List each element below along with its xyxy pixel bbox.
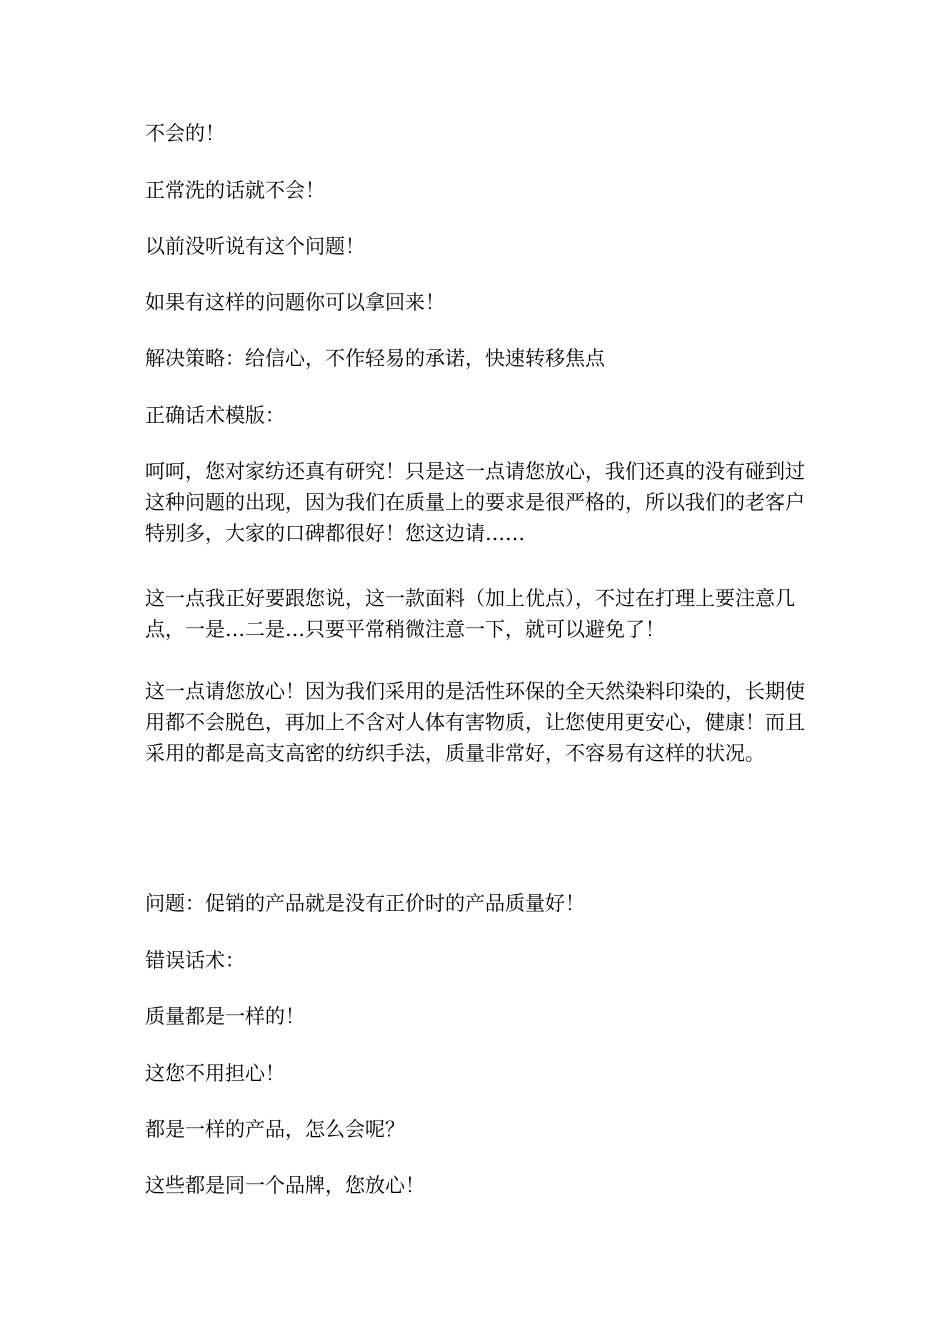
strategy-paragraph: 解决策略：给信心，不作轻易的承诺，快速转移焦点: [145, 346, 605, 370]
paragraph-4: 如果有这样的问题你可以拿回来！: [145, 290, 445, 314]
paragraph-2: 正常洗的话就不会！: [145, 178, 325, 202]
paragraph-15: 这些都是同一个品牌，您放心！: [145, 1173, 425, 1197]
wrong-script-heading: 错误话术：: [145, 948, 245, 972]
paragraph-14: 都是一样的产品，怎么会呢？: [145, 1117, 405, 1141]
paragraph-13: 这您不用担心！: [145, 1061, 285, 1085]
paragraph-8: 这一点我正好要跟您说，这一款面料（加上优点），不过在打理上要注意几点，一是…二是…只要平常稍微注意一下，就可以避免了！: [145, 586, 795, 641]
paragraph-9: 这一点请您放心！因为我们采用的是活性环保的全天然染料印染的，长期使用都不会脱色，再加上不含对人体有害物质，让您使用更安心，健康！而且采用的都是高支高密的纺织手法，质量非常好，不容易有这样的状况。: [145, 679, 805, 765]
paragraph-7: 呵呵，您对家纺还真有研究！只是这一点请您放心，我们还真的没有碰到过这种问题的出现，因为我们在质量上的要求是很严格的，所以我们的老客户特别多，大家的口碑都很好！您这边请……: [145, 459, 805, 545]
paragraph-12: 质量都是一样的！: [145, 1004, 305, 1028]
question-paragraph: 问题：促销的产品就是没有正价时的产品质量好！: [145, 891, 585, 915]
paragraph-1: 不会的！: [145, 121, 225, 145]
correct-script-heading: 正确话术模版：: [145, 403, 285, 427]
paragraph-3: 以前没听说有这个问题！: [145, 234, 365, 258]
